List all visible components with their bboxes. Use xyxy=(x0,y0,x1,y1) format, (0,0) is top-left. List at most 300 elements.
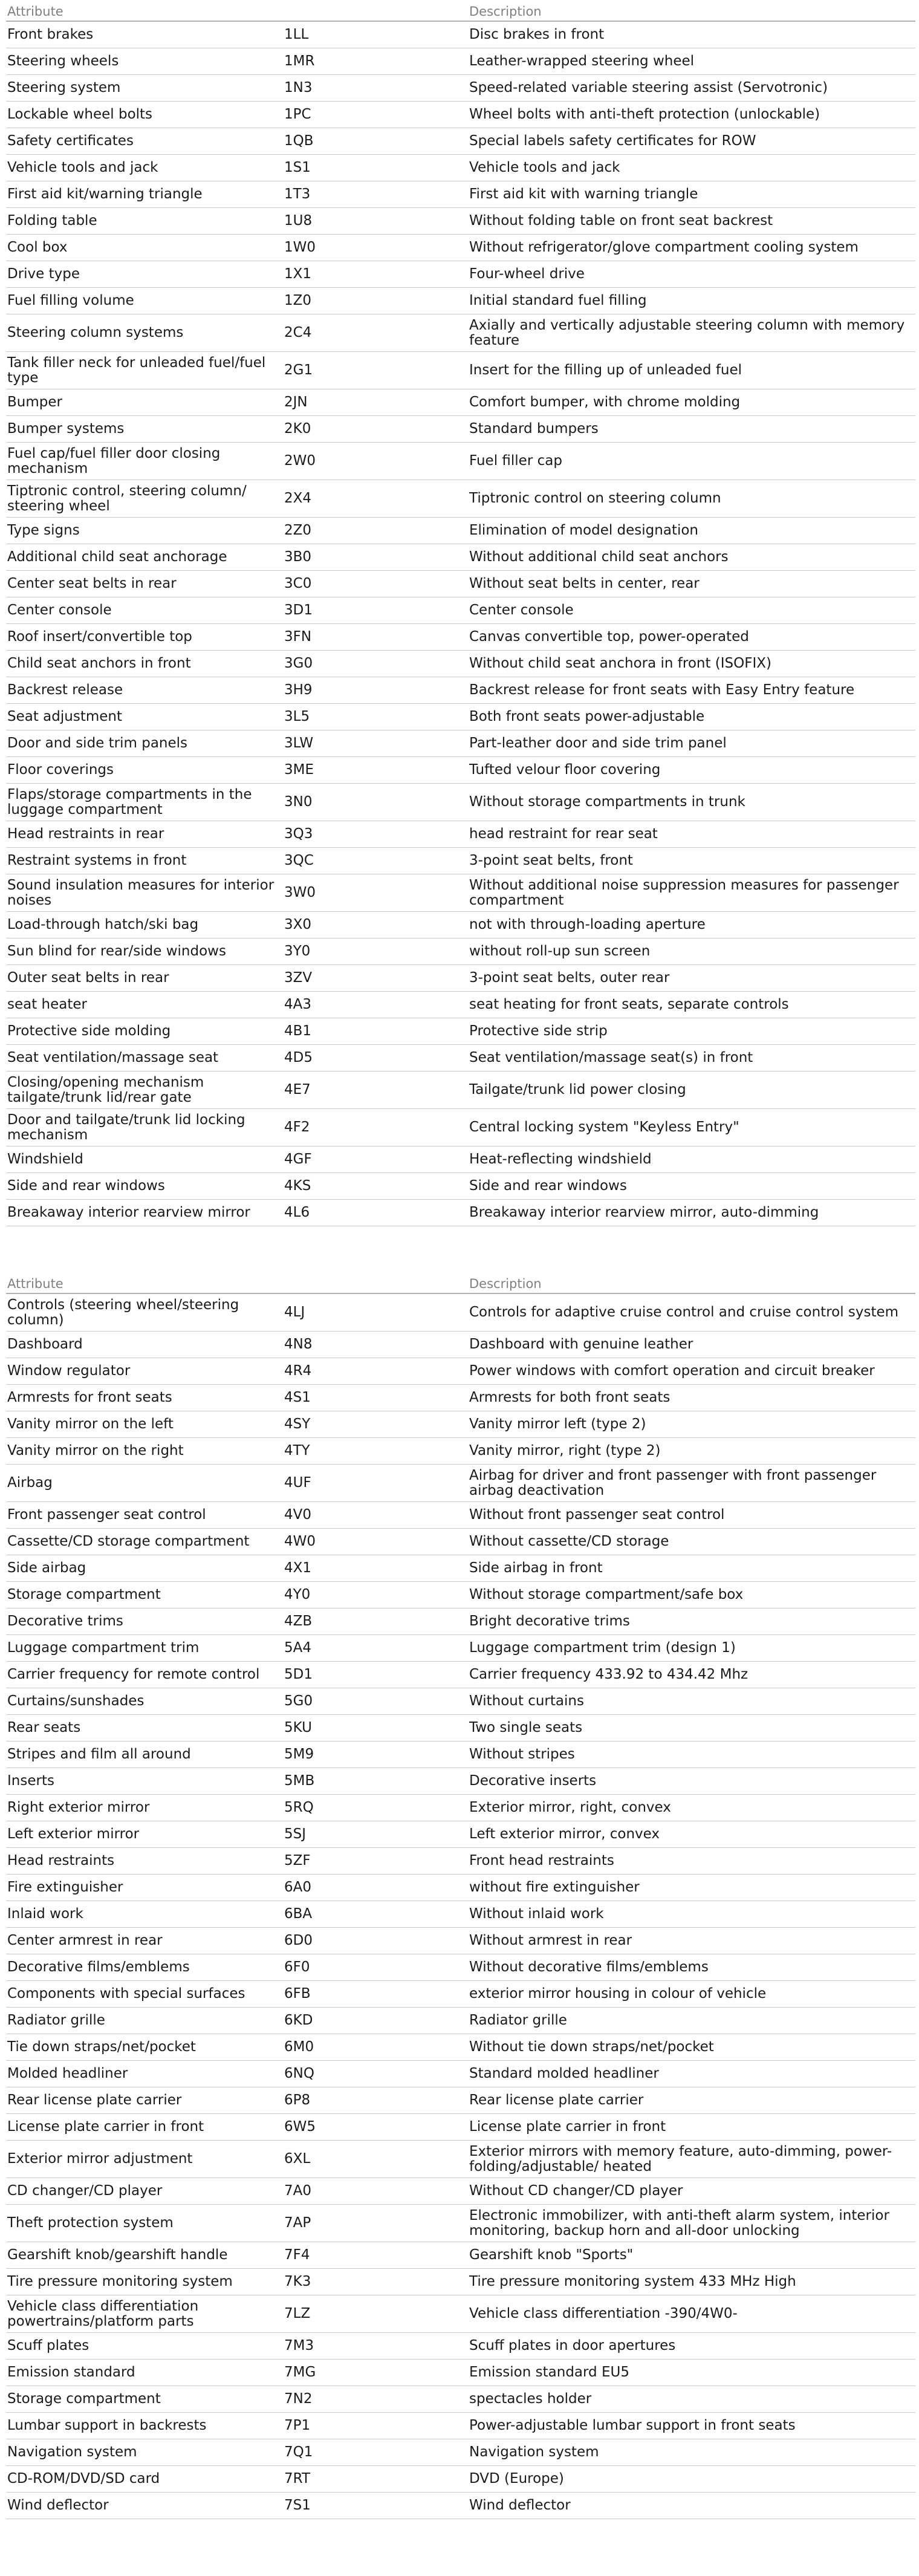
row-description: Power-adjustable lumbar support in front seats xyxy=(469,2418,796,2433)
row-attribute: Type signs xyxy=(7,522,80,538)
row-code: 2JN xyxy=(284,394,308,410)
row-code: 3Y0 xyxy=(284,943,311,959)
row-code: 3B0 xyxy=(284,549,312,565)
equipment-table-2 xyxy=(0,1272,919,2519)
table-row xyxy=(6,1502,915,1529)
row-description: Luggage compartment trim (design 1) xyxy=(469,1640,736,1656)
row-code: 7S1 xyxy=(284,2497,311,2513)
row-description: Vanity mirror, right (type 2) xyxy=(469,1443,661,1459)
row-code: 1MR xyxy=(284,53,315,69)
row-description: Rear license plate carrier xyxy=(469,2092,644,2108)
row-code: 6F0 xyxy=(284,1959,310,1975)
row-description: Left exterior mirror, convex xyxy=(469,1826,660,1842)
row-description: Vehicle tools and jack xyxy=(469,160,620,175)
table-row xyxy=(6,389,915,416)
row-code: 5A4 xyxy=(284,1640,312,1656)
row-code: 5G0 xyxy=(284,1693,313,1709)
row-attribute: Vehicle class differentiation powertrains/platform parts xyxy=(7,2298,199,2329)
row-attribute: Additional child seat anchorage xyxy=(7,549,227,565)
row-description: Disc brakes in front xyxy=(469,27,605,42)
table-row xyxy=(6,181,915,208)
row-code: 4R4 xyxy=(284,1363,312,1379)
row-description: DVD (Europe) xyxy=(469,2471,564,2487)
row-description: Leather-wrapped steering wheel xyxy=(469,53,695,69)
row-description: Without additional noise suppression measures for passenger compartment xyxy=(469,877,899,908)
table-row xyxy=(6,2413,915,2439)
row-description: First aid kit with warning triangle xyxy=(469,186,698,202)
row-attribute: Decorative trims xyxy=(7,1613,123,1629)
row-attribute: Vanity mirror on the right xyxy=(7,1443,184,1459)
row-attribute: Sun blind for rear/side windows xyxy=(7,943,226,959)
row-attribute: Scuff plates xyxy=(7,2338,89,2353)
table-row xyxy=(6,784,915,821)
row-description: Central locking system "Keyless Entry" xyxy=(469,1119,739,1135)
table-row xyxy=(6,2205,915,2242)
row-code: 5M9 xyxy=(284,1746,314,1762)
row-attribute: Tank filler neck for unleaded fuel/fuel type xyxy=(7,354,266,386)
row-description: without fire extinguisher xyxy=(469,1879,640,1895)
row-attribute: Wind deflector xyxy=(7,2497,109,2513)
row-attribute: Theft protection system xyxy=(7,2215,174,2231)
table-row xyxy=(6,2333,915,2360)
row-attribute: Carrier frequency for remote control xyxy=(7,1667,260,1682)
row-code: 7Q1 xyxy=(284,2444,313,2460)
row-code: 4LJ xyxy=(284,1304,305,1320)
row-code: 5D1 xyxy=(284,1667,313,1682)
row-attribute: Storage compartment xyxy=(7,2391,161,2407)
row-description: Without refrigerator/glove compartment cooling system xyxy=(469,239,859,255)
row-description: Controls for adaptive cruise control and cruise control system xyxy=(469,1304,899,1320)
row-description: Initial standard fuel filling xyxy=(469,293,647,308)
row-description: Emission standard EU5 xyxy=(469,2364,629,2380)
row-attribute: Steering system xyxy=(7,80,121,96)
row-code: 4GF xyxy=(284,1151,312,1167)
row-description: Power windows with comfort operation and circuit breaker xyxy=(469,1363,875,1379)
table-row xyxy=(6,1072,915,1109)
table-row xyxy=(6,821,915,848)
row-code: 1X1 xyxy=(284,266,312,282)
row-description: Without CD changer/CD player xyxy=(469,2183,683,2199)
row-code: 4KS xyxy=(284,1178,311,1194)
table-row xyxy=(6,102,915,128)
table-row xyxy=(6,2178,915,2205)
row-code: 2K0 xyxy=(284,421,311,437)
row-attribute: Emission standard xyxy=(7,2364,135,2380)
table-row xyxy=(6,1954,915,1981)
row-code: 6D0 xyxy=(284,1933,313,1948)
row-description: Without armrest in rear xyxy=(469,1933,632,1948)
row-code: 7F4 xyxy=(284,2247,310,2263)
row-attribute: Breakaway interior rearview mirror xyxy=(7,1205,250,1220)
row-code: 3ZV xyxy=(284,970,313,986)
row-attribute: Head restraints in rear xyxy=(7,826,164,842)
row-attribute: Roof insert/convertible top xyxy=(7,629,192,645)
row-attribute: Cassette/CD storage compartment xyxy=(7,1534,250,1549)
row-code: 6NQ xyxy=(284,2066,314,2081)
table-row xyxy=(6,2360,915,2386)
table-row xyxy=(6,155,915,181)
table-row xyxy=(6,22,915,48)
row-attribute: Front passenger seat control xyxy=(7,1507,206,1523)
row-code: 4ZB xyxy=(284,1613,313,1629)
row-code: 4N8 xyxy=(284,1336,313,1352)
row-code: 3L5 xyxy=(284,709,310,724)
row-attribute: Rear seats xyxy=(7,1720,81,1735)
row-code: 3QC xyxy=(284,853,314,868)
row-code: 4B1 xyxy=(284,1023,312,1039)
row-attribute: Closing/opening mechanism tailgate/trunk lid/rear gate xyxy=(7,1074,204,1105)
row-code: 4E7 xyxy=(284,1082,311,1098)
row-code: 3W0 xyxy=(284,885,316,900)
table-row xyxy=(6,443,915,480)
row-code: 1QB xyxy=(284,133,314,149)
table-row xyxy=(6,1411,915,1438)
row-description: Navigation system xyxy=(469,2444,599,2460)
row-attribute: Side and rear windows xyxy=(7,1178,165,1194)
row-description: Part-leather door and side trim panel xyxy=(469,735,727,751)
table-row xyxy=(6,1438,915,1465)
table-row xyxy=(6,704,915,730)
row-attribute: Bumper systems xyxy=(7,421,125,437)
row-description: Radiator grille xyxy=(469,2012,567,2028)
row-code: 6FB xyxy=(284,1986,311,2002)
table-row xyxy=(6,2141,915,2178)
table-row xyxy=(6,1688,915,1715)
row-code: 3N0 xyxy=(284,794,313,810)
table-row xyxy=(6,651,915,677)
row-description: Seat ventilation/massage seat(s) in front xyxy=(469,1050,753,1065)
table-row xyxy=(6,314,915,352)
table-row xyxy=(6,912,915,938)
row-code: 1PC xyxy=(284,106,311,122)
table-row xyxy=(6,75,915,102)
row-code: 7AP xyxy=(284,2215,311,2231)
row-code: 3G0 xyxy=(284,655,313,671)
table-row xyxy=(6,1385,915,1411)
table-row xyxy=(6,730,915,757)
row-attribute: Bumper xyxy=(7,394,62,410)
row-description: 3-point seat belts, front xyxy=(469,853,633,868)
row-code: 3Q3 xyxy=(284,826,313,842)
row-attribute: Fuel filling volume xyxy=(7,293,134,308)
row-description: Comfort bumper, with chrome molding xyxy=(469,394,741,410)
row-description: Tufted velour floor covering xyxy=(469,762,661,778)
row-attribute: Safety certificates xyxy=(7,133,134,149)
row-description: Vehicle class differentiation -390/4W0- xyxy=(469,2306,738,2321)
table-body xyxy=(6,1294,915,2519)
row-description: Without decorative films/emblems xyxy=(469,1959,709,1975)
row-code: 1LL xyxy=(284,27,309,42)
table-row xyxy=(6,1200,915,1226)
row-description: Both front seats power-adjustable xyxy=(469,709,705,724)
table-row xyxy=(6,597,915,624)
row-code: 4A3 xyxy=(284,997,312,1012)
table-row xyxy=(6,518,915,544)
row-code: 6M0 xyxy=(284,2039,314,2055)
row-description: Backrest release for front seats with Easy Entry feature xyxy=(469,682,855,698)
row-description: Without cassette/CD storage xyxy=(469,1534,669,1549)
table-row xyxy=(6,938,915,965)
row-attribute: Storage compartment xyxy=(7,1587,161,1602)
table-row xyxy=(6,1529,915,1555)
header-description: Description xyxy=(469,4,542,19)
row-code: 7A0 xyxy=(284,2183,312,2199)
row-attribute: CD-ROM/DVD/SD card xyxy=(7,2471,160,2487)
table-row xyxy=(6,571,915,597)
table-row xyxy=(6,544,915,571)
row-description: Breakaway interior rearview mirror, auto-dimming xyxy=(469,1205,819,1220)
table-row xyxy=(6,757,915,784)
table-row xyxy=(6,128,915,155)
row-code: 4V0 xyxy=(284,1507,312,1523)
table-row xyxy=(6,1901,915,1928)
table-header xyxy=(6,0,915,22)
row-attribute: Front brakes xyxy=(7,27,94,42)
row-description: Without stripes xyxy=(469,1746,575,1762)
row-code: 7M3 xyxy=(284,2338,314,2353)
row-attribute: Armrests for front seats xyxy=(7,1390,172,1405)
row-description: Side and rear windows xyxy=(469,1178,627,1194)
row-attribute: Tire pressure monitoring system xyxy=(7,2274,233,2289)
table-row xyxy=(6,2269,915,2295)
table-row xyxy=(6,848,915,874)
row-code: 3D1 xyxy=(284,602,313,618)
table-row xyxy=(6,1294,915,1332)
row-code: 1Z0 xyxy=(284,293,312,308)
row-attribute: CD changer/CD player xyxy=(7,2183,163,2199)
header-attribute: Attribute xyxy=(7,4,63,19)
row-code: 3X0 xyxy=(284,917,312,932)
table-row xyxy=(6,1555,915,1582)
row-attribute: Lockable wheel bolts xyxy=(7,106,153,122)
row-code: 3ME xyxy=(284,762,314,778)
row-attribute: Drive type xyxy=(7,266,80,282)
row-code: 5KU xyxy=(284,1720,312,1735)
table-row xyxy=(6,1742,915,1768)
row-attribute: Controls (steering wheel/steering column) xyxy=(7,1296,239,1328)
row-attribute: Floor coverings xyxy=(7,762,114,778)
row-code: 6A0 xyxy=(284,1879,312,1895)
table-body xyxy=(6,22,915,1226)
table-row xyxy=(6,1109,915,1147)
row-description: Axially and vertically adjustable steering column with memory feature xyxy=(469,317,905,348)
row-code: 2X4 xyxy=(284,490,312,506)
row-attribute: Flaps/storage compartments in the luggage compartment xyxy=(7,786,252,818)
table-row xyxy=(6,2034,915,2061)
row-code: 4SY xyxy=(284,1416,311,1432)
row-description: Without storage compartment/safe box xyxy=(469,1587,744,1602)
row-code: 1S1 xyxy=(284,160,311,175)
table-row xyxy=(6,288,915,314)
row-attribute: Curtains/sunshades xyxy=(7,1693,145,1709)
row-description: not with through-loading aperture xyxy=(469,917,706,932)
row-attribute: seat heater xyxy=(7,997,88,1012)
row-attribute: Child seat anchors in front xyxy=(7,655,191,671)
row-attribute: Gearshift knob/gearshift handle xyxy=(7,2247,228,2263)
row-attribute: Luggage compartment trim xyxy=(7,1640,200,1656)
row-attribute: Door and side trim panels xyxy=(7,735,188,751)
row-description: without roll-up sun screen xyxy=(469,943,651,959)
row-description: Heat-reflecting windshield xyxy=(469,1151,652,1167)
row-code: 5MB xyxy=(284,1773,315,1789)
row-attribute: Vehicle tools and jack xyxy=(7,160,158,175)
row-description: Center console xyxy=(469,602,574,618)
row-attribute: Steering wheels xyxy=(7,53,119,69)
row-code: 7MG xyxy=(284,2364,316,2380)
table-row xyxy=(6,874,915,912)
row-attribute: Navigation system xyxy=(7,2444,137,2460)
row-description: Without inlaid work xyxy=(469,1906,604,1922)
row-description: Dashboard with genuine leather xyxy=(469,1336,693,1352)
table-row xyxy=(6,624,915,651)
table-row xyxy=(6,2087,915,2114)
row-attribute: Dashboard xyxy=(7,1336,83,1352)
table-row xyxy=(6,2466,915,2493)
row-description: Electronic immobilizer, with anti-theft alarm system, interior monitoring, backup horn and all-door unlocking xyxy=(469,2207,889,2239)
table-header xyxy=(6,1272,915,1294)
row-description: Exterior mirrors with memory feature, auto-dimming, power-folding/adjustable/ heated xyxy=(469,2143,892,2174)
row-description: 3-point seat belts, outer rear xyxy=(469,970,670,986)
table-row xyxy=(6,1358,915,1385)
row-description: Decorative inserts xyxy=(469,1773,597,1789)
table-row xyxy=(6,2061,915,2087)
header-attribute: Attribute xyxy=(7,1277,63,1291)
row-description: Special labels safety certificates for ROW xyxy=(469,133,756,149)
row-attribute: Load-through hatch/ski bag xyxy=(7,917,199,932)
row-attribute: Lumbar support in backrests xyxy=(7,2418,207,2433)
row-attribute: Vanity mirror on the left xyxy=(7,1416,174,1432)
row-code: 3LW xyxy=(284,735,314,751)
row-code: 3FN xyxy=(284,629,312,645)
row-description: Without folding table on front seat backrest xyxy=(469,213,773,229)
row-attribute: Restraint systems in front xyxy=(7,853,187,868)
row-description: Without curtains xyxy=(469,1693,584,1709)
row-description: Side airbag in front xyxy=(469,1560,603,1576)
row-attribute: Folding table xyxy=(7,213,97,229)
row-attribute: Radiator grille xyxy=(7,2012,105,2028)
row-attribute: Window regulator xyxy=(7,1363,131,1379)
row-attribute: Inlaid work xyxy=(7,1906,83,1922)
table-row xyxy=(6,261,915,288)
table-row xyxy=(6,2114,915,2141)
row-attribute: Sound insulation measures for interior noises xyxy=(7,877,274,908)
row-description: Insert for the filling up of unleaded fuel xyxy=(469,362,742,378)
row-attribute: Center console xyxy=(7,602,112,618)
row-code: 4L6 xyxy=(284,1205,310,1220)
row-code: 4S1 xyxy=(284,1390,311,1405)
row-attribute: License plate carrier in front xyxy=(7,2119,204,2135)
row-attribute: Head restraints xyxy=(7,1853,115,1869)
row-attribute: Left exterior mirror xyxy=(7,1826,140,1842)
section-gap xyxy=(0,1226,919,1272)
row-attribute: Steering column systems xyxy=(7,325,184,340)
table-row xyxy=(6,2008,915,2034)
table-row xyxy=(6,677,915,704)
row-description: Bright decorative trims xyxy=(469,1613,630,1629)
table-row xyxy=(6,1848,915,1875)
row-attribute: Airbag xyxy=(7,1475,53,1491)
row-description: Fuel filler cap xyxy=(469,453,562,469)
row-code: 5ZF xyxy=(284,1853,311,1869)
header-description: Description xyxy=(469,1277,542,1291)
row-attribute: Backrest release xyxy=(7,682,123,698)
row-description: Vanity mirror left (type 2) xyxy=(469,1416,646,1432)
table-row xyxy=(6,992,915,1018)
row-attribute: Side airbag xyxy=(7,1560,86,1576)
row-description: Wind deflector xyxy=(469,2497,571,2513)
row-attribute: Door and tailgate/trunk lid locking mechanism xyxy=(7,1111,245,1143)
row-code: 1U8 xyxy=(284,213,313,229)
row-code: 7N2 xyxy=(284,2391,313,2407)
row-description: Scuff plates in door apertures xyxy=(469,2338,676,2353)
row-description: Airbag for driver and front passenger with front passenger airbag deactivation xyxy=(469,1467,877,1498)
row-attribute: Inserts xyxy=(7,1773,54,1789)
row-code: 7K3 xyxy=(284,2274,311,2289)
row-code: 2C4 xyxy=(284,325,312,340)
row-description: Speed-related variable steering assist (Servotronic) xyxy=(469,80,828,96)
row-description: Standard bumpers xyxy=(469,421,599,437)
row-code: 1N3 xyxy=(284,80,313,96)
table-row xyxy=(6,1795,915,1821)
table-row xyxy=(6,965,915,992)
table-row xyxy=(6,1332,915,1358)
table-row xyxy=(6,1635,915,1662)
table-row xyxy=(6,208,915,235)
row-code: 4UF xyxy=(284,1475,311,1491)
table-row xyxy=(6,1821,915,1848)
row-code: 2W0 xyxy=(284,453,316,469)
row-description: Armrests for both front seats xyxy=(469,1390,671,1405)
table-row xyxy=(6,1465,915,1502)
row-attribute: Seat adjustment xyxy=(7,709,122,724)
row-description: Gearshift knob "Sports" xyxy=(469,2247,634,2263)
row-description: Without seat belts in center, rear xyxy=(469,576,700,591)
row-code: 7P1 xyxy=(284,2418,311,2433)
row-attribute: Components with special surfaces xyxy=(7,1986,245,2002)
row-description: Carrier frequency 433.92 to 434.42 Mhz xyxy=(469,1667,749,1682)
row-code: 7RT xyxy=(284,2471,310,2487)
table-row xyxy=(6,1981,915,2008)
table-row xyxy=(6,2439,915,2466)
table-row xyxy=(6,1147,915,1173)
table-row xyxy=(6,1662,915,1688)
row-code: 1T3 xyxy=(284,186,311,202)
row-description: Without storage compartments in trunk xyxy=(469,794,745,810)
row-code: 6BA xyxy=(284,1906,313,1922)
table-row xyxy=(6,2386,915,2413)
row-description: Without additional child seat anchors xyxy=(469,549,729,565)
row-description: Exterior mirror, right, convex xyxy=(469,1800,671,1815)
row-code: 6XL xyxy=(284,2151,311,2167)
table-row xyxy=(6,2295,915,2333)
row-description: Standard molded headliner xyxy=(469,2066,659,2081)
row-description: Without tie down straps/net/pocket xyxy=(469,2039,714,2055)
row-code: 7LZ xyxy=(284,2306,311,2321)
row-attribute: Center seat belts in rear xyxy=(7,576,177,591)
row-description: License plate carrier in front xyxy=(469,2119,666,2135)
row-attribute: Molded headliner xyxy=(7,2066,128,2081)
row-code: 3H9 xyxy=(284,682,313,698)
row-attribute: Tie down straps/net/pocket xyxy=(7,2039,196,2055)
row-code: 2G1 xyxy=(284,362,313,378)
table-row xyxy=(6,2242,915,2269)
row-description: Elimination of model designation xyxy=(469,522,699,538)
row-attribute: Fuel cap/fuel filler door closing mechanism xyxy=(7,445,221,476)
row-attribute: Fire extinguisher xyxy=(7,1879,123,1895)
table-row xyxy=(6,1582,915,1608)
row-attribute: Cool box xyxy=(7,239,68,255)
row-code: 4TY xyxy=(284,1443,310,1459)
